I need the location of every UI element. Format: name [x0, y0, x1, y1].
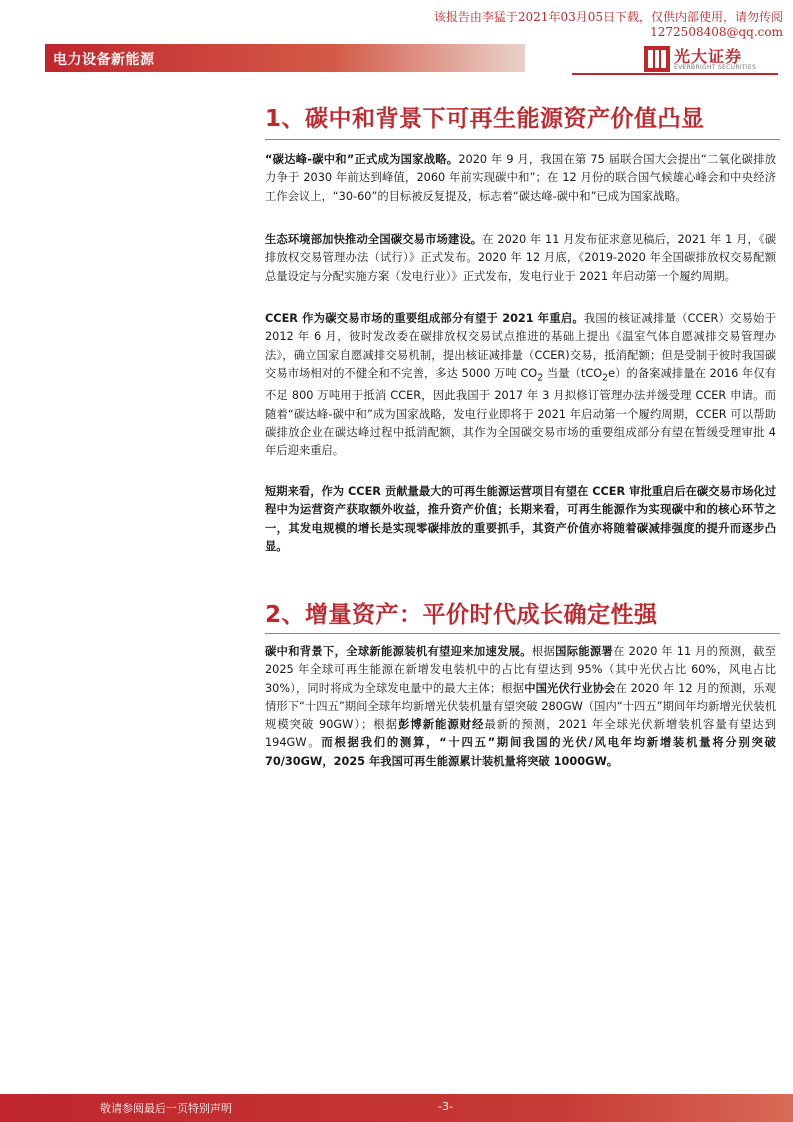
lead-sentence: CCER 作为碳交易市场的重要组成部分有望于 2021 年重启。: [265, 312, 584, 325]
body-text: 2020 年 9 月，我国在第 75 届联合国大会提出“二氧化碳排放力争于 2030 年前达到峰值，2060 年前实现碳中和”；在 12 月份的联合国气候雄心峰会和中央经济工作会议上，“30-60”的目标被反复提及，标志着“碳达峰-碳中和”已成为国家战略。: [265, 153, 777, 203]
report-category: 电力设备新能源: [53, 52, 155, 68]
section-1-title: 1、碳中和背景下可再生能源资产价值凸显: [265, 106, 705, 132]
section-1-rule: [265, 139, 780, 140]
header-divider: [572, 73, 778, 75]
body-text: 最新的预测，2021 年全球光伏新增装机容量有望达到 194GW。: [265, 718, 777, 750]
body-text: 在 2020 年 11 月的预测，截至 2025 年全球可再生能源在新增发电装机中的占比有望达到 95%（其中光伏占比 60%，风电占比 30%），同时将成为全球发电量中的最大主体；根据: [265, 645, 776, 695]
everbright-logo: [640, 42, 770, 76]
watermark-line-1: 该报告由李猛于2021年03月05日下载，仅供内部使用，请勿传阅: [433, 10, 783, 24]
section-2-title: 2、增量资产：平价时代成长确定性强: [265, 602, 658, 628]
section-1-paragraph-3: [265, 310, 776, 461]
body-text: 当量（tCO: [543, 366, 603, 380]
download-watermark: [383, 10, 783, 40]
section-2-paragraph-1: [265, 643, 776, 771]
logo-name-cn: 光大证券: [674, 47, 743, 66]
body-text: 在 2020 年 12 月的预测，乐观情形下“十四五”期间全球年均新增光伏装机量有望突破 280GW（国内“十四五”期间年均新增光伏装机规模突破 90GW）；根据: [265, 681, 776, 732]
body-text: 我国的核证减排量（CCER）交易始于 2012 年 6 月，彼时发改委在碳排放权交易试点推进的基础上提出《温室气体自愿减排交易管理办法》，确立国家自愿减排交易机制，提出核证减排量（CCER)交易，抵消配额；但是受制于彼时我国碳交易市场相对的不健全和不完善，多达 5000 万吨 CO: [265, 312, 776, 380]
conclusion-text: 而根据我们的测算，“十四五”期间我国的光伏/风电年均新增装机量将分别突破 70/30GW，2025 年我国可再生能源累计装机量将突破 1000GW。: [265, 736, 776, 768]
lead-sentence: 生态环境部加快推动全国碳交易市场建设。: [265, 233, 483, 246]
footer-disclaimer: 敬请参阅最后一页特别声明: [100, 1102, 232, 1115]
lead-sentence: “碳达峰-碳中和”正式成为国家战略。: [265, 153, 459, 166]
source-name: 彭博新能源财经: [398, 718, 485, 732]
page-number: -3-: [438, 1100, 453, 1113]
page-footer: [0, 1094, 793, 1122]
source-name: 国际能源署: [555, 645, 614, 658]
logo-name-en: EVERBRIGHT SECURITIES: [674, 64, 757, 71]
watermark-line-2: 1272508408@qq.com: [650, 25, 783, 39]
report-category-bar: [45, 44, 525, 72]
source-name: 中国光伏行业协会: [524, 681, 616, 695]
body-text: 在 2020 年 11 月发布征求意见稿后，2021 年 1 月，《碳排放权交易管理办法（试行）》正式发布。2020 年 12 月底，《2019-2020 年全国碳排放权交易配额总量设定与分配实施方案（发电行业）》正式发布，发电行业于 2021 年启动第一个履约周期。: [265, 233, 776, 283]
body-text: e）的备案减排量在 2016 年仅有不足 800 万吨用于抵消 CCER，因此我国于 2017 年 3 月拟修订管理办法并缓受理 CCER 申请。而随着“碳达峰-碳中和”成为国家战略，发电行业即将于 2021 年启动第一个履约周期，CCER 可以帮助碳排放企业在碳达峰过程中抵消配额，其作为全国碳交易市场的重要组成部分有望在暂缓受理审批 4 年后迎来重启。: [265, 366, 776, 458]
section-1-paragraph-1: [265, 151, 776, 206]
section-2-rule: [265, 633, 780, 634]
everbright-logo-icon: [644, 46, 670, 72]
summary-text: 短期来看，作为 CCER 贡献量最大的可再生能源运营项目有望在 CCER 审批重启后在碳交易市场化过程中为运营资产获取额外收益，推升资产价值；长期来看，可再生能源作为实现碳中和的核心环节之一，其发电规模的增长是实现零碳排放的重要抓手，其资产价值亦将随着碳减排强度的提升而逐步凸显。: [265, 485, 777, 553]
section-1-paragraph-2: [265, 231, 776, 286]
body-text: 根据: [531, 645, 556, 658]
section-1-paragraph-4: [265, 483, 776, 556]
lead-sentence: 碳中和背景下，全球新能源装机有望迎来加速发展。: [265, 645, 532, 658]
subscript: 2: [602, 372, 609, 384]
subscript: 2: [537, 372, 544, 384]
